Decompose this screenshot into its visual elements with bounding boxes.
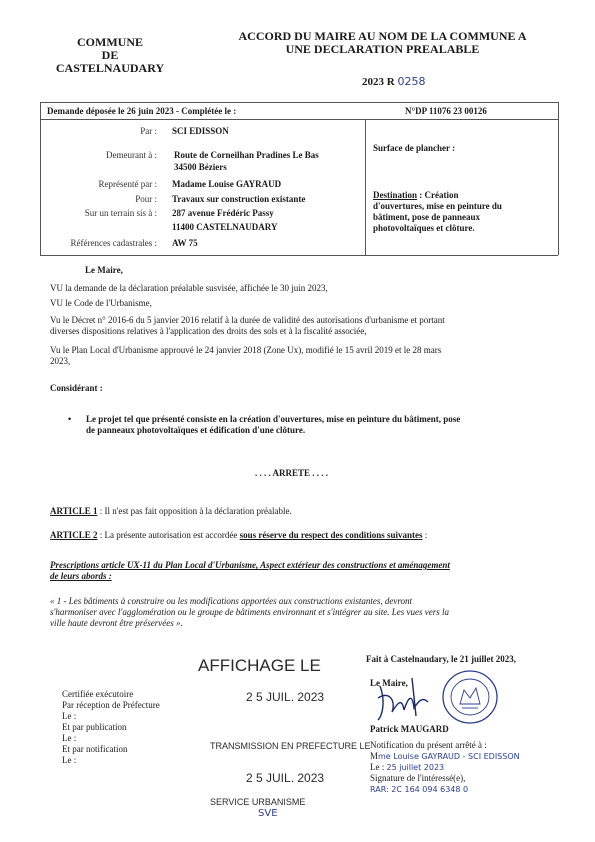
affichage-stamp: AFFICHAGE LE [198, 656, 321, 675]
vu-code: VU le Code de l'Urbanisme, [50, 298, 152, 308]
signatory-name: Patrick MAUGARD [370, 724, 449, 734]
row-label-represente: Représenté par : [98, 179, 157, 189]
row-label-pour: Pour : [135, 194, 157, 204]
commune-line: COMMUNE [77, 35, 143, 49]
service-handwritten: SVE [258, 808, 278, 819]
le-maire: Le Maire, [85, 265, 123, 275]
box-header-divider [40, 119, 558, 120]
fait-a: Fait à Castelnaudary, le 21 juillet 2023, [366, 654, 516, 664]
row-value-demeurant: Route de Corneilhan Pradines Le Bas [174, 150, 319, 160]
box-bottom-border [40, 255, 558, 256]
box-column-divider [365, 119, 366, 255]
arrete-heading: . . . . ARRETE . . . . [255, 468, 329, 478]
row-value-pour: Travaux sur construction existante [172, 194, 306, 204]
bullet-dot: • [68, 414, 72, 424]
service-urbanisme-stamp: SERVICE URBANISME [210, 797, 306, 807]
commune-line: CASTELNAUDARY [55, 61, 165, 75]
row-label-cadastre: Références cadastrales : [70, 238, 157, 248]
considerant-heading: Considérant : [50, 383, 103, 393]
commune-header [50, 36, 170, 75]
dossier-number: N°DP 11076 23 00126 [405, 106, 487, 116]
transmission-date-stamp: 2 5 JUIL. 2023 [246, 771, 325, 785]
document-title [205, 30, 560, 56]
row-label-par: Par : [140, 126, 157, 136]
vu-plu: Vu le Plan Local d'Urbanisme approuvé le 24 janvier 2018 (Zone Ux), modifié le 15 avril 2019 et le 28 mars 2023, [50, 345, 442, 366]
article-1: ARTICLE 1 : Il n'est pas fait opposition à la déclaration préalable. [50, 506, 292, 516]
considerant-bullet: Le projet tel que présenté consiste en la création d'ouvertures, mise en peinture du bâtiment, pose de panneaux photovoltaïques et édification d'une clôture. [86, 414, 461, 435]
commune-line: DE [101, 48, 119, 62]
mayor-signature [372, 672, 442, 724]
box-right-border [558, 102, 559, 255]
row-value-represente: Madame Louise GAYRAUD [172, 179, 282, 189]
box-left-border [40, 102, 41, 255]
box-top-border [40, 102, 558, 103]
destination-block: Destination : Création d'ouvertures, mise en peinture du bâtiment, pose de panneaux photovoltaïques et clôture. [373, 190, 502, 233]
vu-decret: Vu le Décret n° 2016-6 du 5 janvier 2016 relatif à la durée de validité des autorisations d'urbanisme et portant diverses dispositions relatives à l'application des droits des sols et à la fiscalité associée, [50, 315, 445, 336]
row-value-terrain-city: 11400 CASTELNAUDARY [172, 222, 278, 232]
le-maire-signature-label: Le Maire, [370, 678, 408, 688]
arrete-reference: 2023 R 0258 [362, 75, 426, 88]
title-line: UNE DECLARATION PREALABLE [285, 42, 480, 56]
certifiee-block: Certifiée exécutoire Par réception de Préfecture Le : Et par publication Le : Et par notification Le : [62, 689, 160, 765]
commune-seal [440, 668, 500, 726]
prescriptions-quote: « 1 - Les bâtiments à construire ou les modifications apportées aux constructions existantes, devront s'harmoniser avec l'agglomération ou le groupe de bâtiments environnant et s'intégrer au site. Les vues vers la ville haute devront être préservées ». [50, 596, 449, 628]
surface-label: Surface de plancher : [373, 143, 456, 153]
row-label-terrain: Sur un terrain sis à : [84, 208, 157, 218]
affichage-date-stamp: 2 5 JUIL. 2023 [246, 690, 325, 704]
transmission-stamp: TRANSMISSION EN PREFECTURE LE [210, 741, 371, 751]
vu-demande: VU la demande de la déclaration préalable susvisée, affichée le 30 juin 2023, [50, 283, 328, 293]
handwritten-ref: 0258 [397, 75, 426, 88]
title-line: ACCORD DU MAIRE AU NOM DE LA COMMUNE A [238, 29, 527, 43]
row-value-par: SCI EDISSON [172, 126, 229, 136]
row-value-cadastre: AW 75 [172, 238, 198, 248]
demande-date: Demande déposée le 26 juin 2023 - Complétée le : [47, 106, 237, 116]
row-label-demeurant: Demeurant à : [106, 150, 157, 160]
prescriptions-heading: Prescriptions article UX-11 du Plan Local d'Urbanisme, Aspect extérieur des constructions et aménagement de leurs abords : [50, 560, 450, 581]
row-value-demeurant-city: 34500 Béziers [174, 162, 227, 172]
row-value-terrain: 287 avenue Frédéric Passy [172, 208, 274, 218]
notification-block: Notification du présent arrêté à : Mme Louise GAYRAUD - SCI EDISSON Le : 25 juillet 2023 Signature de l'intéressé(e), RAR: 2C 164 094 6348 0 [370, 740, 520, 794]
article-2: ARTICLE 2 : La présente autorisation est accordée sous réserve du respect des conditions suivantes : [50, 530, 428, 540]
